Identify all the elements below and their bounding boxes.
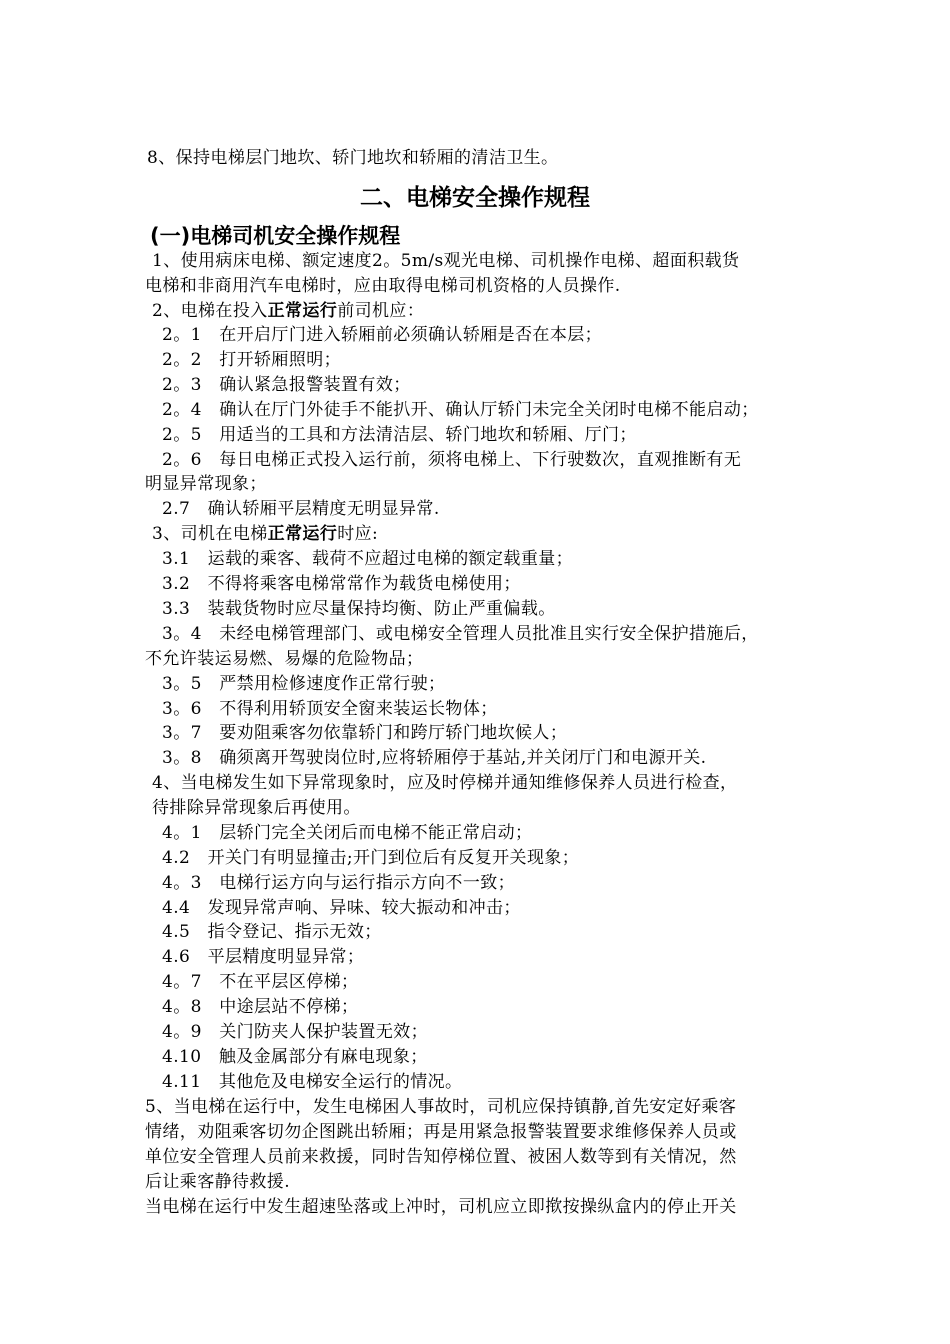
list-item: 3。7 要劝阻乘客勿依靠轿门和跨厅轿门地坎候人； xyxy=(162,723,568,743)
text-run: 前司机应： xyxy=(337,301,425,321)
bold-text: 正常运行 xyxy=(267,524,338,544)
paragraph-line: 当电梯在运行中发生超速坠落或上冲时，司机应立即揿按操纵盒内的停止开关 xyxy=(145,1197,737,1217)
list-item: 4.2 开关门有明显撞击;开门到位后有反复开关现象； xyxy=(162,848,580,868)
list-item: 2。5 用适当的工具和方法清洁层、轿门地坎和轿厢、厅门； xyxy=(162,425,637,445)
list-item: 2。2 打开轿厢照明； xyxy=(162,350,342,370)
list-item: 4。1 层轿门完全关闭后而电梯不能正常启动； xyxy=(162,823,533,843)
list-item: 4。9 关门防夹人保护装置无效； xyxy=(162,1022,429,1042)
list-item: 4.6 平层精度明显异常； xyxy=(162,947,365,967)
paragraph-line: 5、当电梯在运行中，发生电梯困人事故时，司机应保持镇静,首先安定好乘客 xyxy=(145,1097,737,1117)
list-item: 3。8 确须离开驾驶岗位时,应将轿厢停于基站,并关闭厅门和电源开关. xyxy=(162,748,707,768)
paragraph-line: 后让乘客静待救援. xyxy=(145,1172,291,1192)
paragraph-line: 情绪，劝阻乘客切勿企图跳出轿厢；再是用紧急报警装置要求维修保养人员或 xyxy=(145,1122,737,1142)
list-item: 4.5 指令登记、指示无效； xyxy=(162,922,382,942)
paragraph-line: 单位安全管理人员前来救援，同时告知停梯位置、被困人数等到有关情况，然 xyxy=(145,1147,737,1167)
section-title: 二、电梯安全操作规程 xyxy=(360,185,590,211)
list-item: 4.4 发现异常声响、异味、较大振动和冲击； xyxy=(162,898,521,918)
list-item: 4.11 其他危及电梯安全运行的情况。 xyxy=(162,1072,463,1092)
list-item: 2。1 在开启厅门进入轿厢前必须确认轿厢是否在本层； xyxy=(162,325,603,345)
paragraph-line: 4、当电梯发生如下异常现象时，应及时停梯并通知维修保养人员进行检查， xyxy=(152,773,738,793)
subsection-title: (一)电梯司机安全操作规程 xyxy=(150,224,401,248)
list-item: 2。3 确认紧急报警装置有效； xyxy=(162,375,411,395)
list-item: 2.7 确认轿厢平层精度无明显异常. xyxy=(162,499,440,519)
bold-text: 正常运行 xyxy=(267,301,338,321)
text-run: 时应: xyxy=(337,524,379,544)
paragraph-line: 待排除异常现象后再使用。 xyxy=(152,798,361,818)
list-item: 2。4 确认在厅门外徒手不能扒开、确认厅轿门未完全关闭时电梯不能启动； xyxy=(162,400,759,420)
list-item: 4。3 电梯行运方向与运行指示方向不一致； xyxy=(162,873,516,893)
text-run: 3、司机在电梯 xyxy=(152,524,268,544)
list-item: 3.3 装载货物时应尽量保持均衡、防止严重偏载。 xyxy=(162,599,556,619)
text-run: 2、电梯在投入 xyxy=(152,301,268,321)
paragraph-line: 1、使用病床电梯、额定速度2。5m/s观光电梯、司机操作电梯、超面积载货 xyxy=(152,251,740,271)
list-item: 3.2 不得将乘客电梯常常作为载货电梯使用； xyxy=(162,574,521,594)
list-item: 3。5 严禁用检修速度作正常行驶； xyxy=(162,674,446,694)
list-item: 4。8 中途层站不停梯； xyxy=(162,997,359,1017)
list-item: 8、保持电梯层门地坎、轿门地坎和轿厢的清洁卫生。 xyxy=(147,148,559,168)
list-item: 3。4 未经电梯管理部门、或电梯安全管理人员批准且实行安全保护措施后， xyxy=(162,624,759,644)
list-item: 2。6 每日电梯正式投入运行前，须将电梯上、下行驶数次，直观推断有无 xyxy=(162,450,742,470)
list-item: 3.1 运载的乘客、载荷不应超过电梯的额定载重量； xyxy=(162,549,574,569)
list-item: 4。7 不在平层区停梯； xyxy=(162,972,359,992)
paragraph-line: 电梯和非商用汽车电梯时，应由取得电梯司机资格的人员操作. xyxy=(145,276,621,296)
list-item: 明显异常现象； xyxy=(145,474,267,494)
list-item: 4.10 触及金属部分有麻电现象； xyxy=(162,1047,428,1067)
paragraph-line xyxy=(152,522,378,546)
list-item: 3。6 不得利用轿顶安全窗来装运长物体； xyxy=(162,699,498,719)
list-item: 不允许装运易燃、易爆的危险物品； xyxy=(145,649,424,669)
paragraph-line xyxy=(152,299,424,323)
